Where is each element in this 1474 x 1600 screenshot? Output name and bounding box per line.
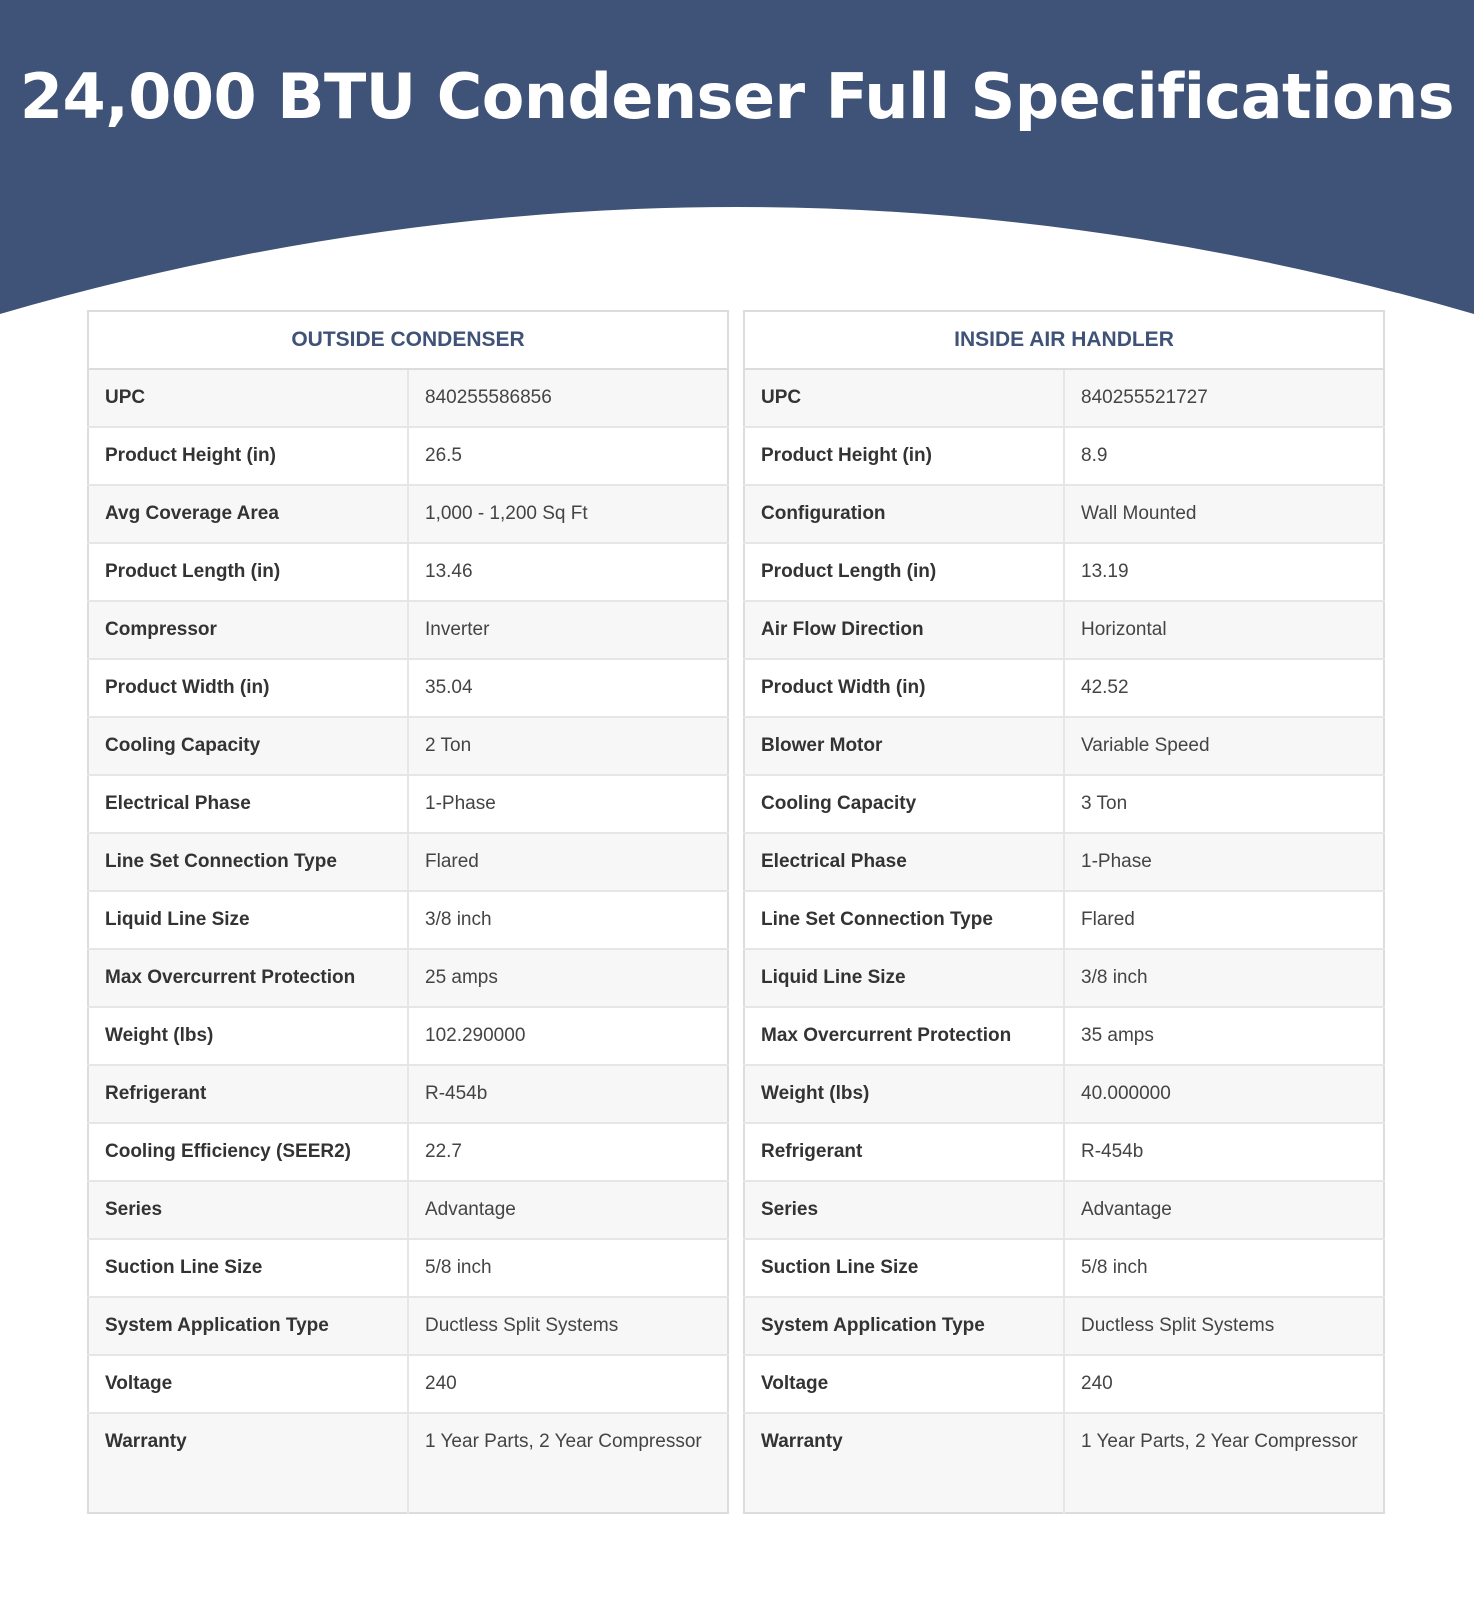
table-row (88, 775, 728, 833)
spec-value: 22.7 (408, 1123, 728, 1181)
table-row (88, 1355, 728, 1413)
spec-label: Line Set Connection Type (88, 833, 408, 891)
table-row (88, 1123, 728, 1181)
spec-value: 5/8 inch (408, 1239, 728, 1297)
table-row (744, 485, 1384, 543)
outside-condenser-rows (88, 369, 728, 1513)
spec-value: R-454b (408, 1065, 728, 1123)
spec-label: Air Flow Direction (744, 601, 1064, 659)
table-row (744, 891, 1384, 949)
spec-value: 3 Ton (1064, 775, 1384, 833)
spec-value: 1 Year Parts, 2 Year Compressor (408, 1413, 728, 1513)
spec-value: 840255521727 (1064, 369, 1384, 427)
spec-label: Voltage (744, 1355, 1064, 1413)
table-row (744, 775, 1384, 833)
spec-value: Wall Mounted (1064, 485, 1384, 543)
spec-label: UPC (88, 369, 408, 427)
spec-label: Compressor (88, 601, 408, 659)
spec-value: 1-Phase (1064, 833, 1384, 891)
spec-value: 840255586856 (408, 369, 728, 427)
spec-value: Inverter (408, 601, 728, 659)
table-row (88, 659, 728, 717)
spec-label: Product Height (in) (88, 427, 408, 485)
table-row (88, 601, 728, 659)
spec-value: 25 amps (408, 949, 728, 1007)
spec-label: Cooling Efficiency (SEER2) (88, 1123, 408, 1181)
inside-air-handler-heading: INSIDE AIR HANDLER (744, 311, 1384, 369)
spec-label: Cooling Capacity (88, 717, 408, 775)
table-row (744, 1239, 1384, 1297)
spec-value: 8.9 (1064, 427, 1384, 485)
inside-air-handler-rows (744, 369, 1384, 1513)
table-row (744, 1181, 1384, 1239)
spec-value: 5/8 inch (1064, 1239, 1384, 1297)
table-row (88, 1239, 728, 1297)
spec-value: 1-Phase (408, 775, 728, 833)
spec-label: Series (88, 1181, 408, 1239)
spec-value: 35 amps (1064, 1007, 1384, 1065)
spec-label: Weight (lbs) (88, 1007, 408, 1065)
spec-value: 3/8 inch (1064, 949, 1384, 1007)
table-row (744, 717, 1384, 775)
table-row (88, 1413, 728, 1513)
spec-label: Product Height (in) (744, 427, 1064, 485)
spec-label: Series (744, 1181, 1064, 1239)
spec-label: Liquid Line Size (88, 891, 408, 949)
header-banner (0, 0, 1474, 330)
spec-label: Product Length (in) (744, 543, 1064, 601)
table-row (88, 369, 728, 427)
inside-air-handler-table (743, 310, 1385, 1514)
spec-label: UPC (744, 369, 1064, 427)
spec-label: Max Overcurrent Protection (744, 1007, 1064, 1065)
table-row (744, 1007, 1384, 1065)
table-row (744, 369, 1384, 427)
spec-label: Weight (lbs) (744, 1065, 1064, 1123)
outside-condenser-heading: OUTSIDE CONDENSER (88, 311, 728, 369)
spec-value: Horizontal (1064, 601, 1384, 659)
spec-label: Line Set Connection Type (744, 891, 1064, 949)
table-row (744, 1413, 1384, 1513)
table-row (88, 717, 728, 775)
table-row (744, 949, 1384, 1007)
spec-value: 1,000 - 1,200 Sq Ft (408, 485, 728, 543)
spec-label: Product Width (in) (744, 659, 1064, 717)
spec-label: Warranty (744, 1413, 1064, 1513)
table-row (88, 833, 728, 891)
spec-label: Product Length (in) (88, 543, 408, 601)
spec-label: Refrigerant (744, 1123, 1064, 1181)
table-row (88, 543, 728, 601)
spec-label: Warranty (88, 1413, 408, 1513)
spec-value: Advantage (1064, 1181, 1384, 1239)
spec-value: Flared (1064, 891, 1384, 949)
spec-label: Suction Line Size (744, 1239, 1064, 1297)
spec-value: Ductless Split Systems (408, 1297, 728, 1355)
spec-label: Product Width (in) (88, 659, 408, 717)
table-row (88, 485, 728, 543)
page-title: 24,000 BTU Condenser Full Specifications (19, 60, 1455, 133)
spec-value: 102.290000 (408, 1007, 728, 1065)
spec-label: Cooling Capacity (744, 775, 1064, 833)
spec-label: Blower Motor (744, 717, 1064, 775)
spec-label: Suction Line Size (88, 1239, 408, 1297)
table-row (744, 833, 1384, 891)
table-row (88, 1181, 728, 1239)
spec-value: R-454b (1064, 1123, 1384, 1181)
table-row (744, 1123, 1384, 1181)
spec-value: 13.46 (408, 543, 728, 601)
spec-label: Max Overcurrent Protection (88, 949, 408, 1007)
spec-value: 3/8 inch (408, 891, 728, 949)
spec-value: Ductless Split Systems (1064, 1297, 1384, 1355)
banner-wave (0, 0, 1474, 314)
spec-value: Flared (408, 833, 728, 891)
spec-value: 240 (408, 1355, 728, 1413)
table-row (744, 601, 1384, 659)
table-row (744, 1065, 1384, 1123)
table-row (744, 427, 1384, 485)
spec-label: Liquid Line Size (744, 949, 1064, 1007)
spec-value: 240 (1064, 1355, 1384, 1413)
table-row (88, 1007, 728, 1065)
spec-value: 1 Year Parts, 2 Year Compressor (1064, 1413, 1384, 1513)
table-row (744, 1355, 1384, 1413)
table-row (88, 1065, 728, 1123)
spec-label: Electrical Phase (88, 775, 408, 833)
spec-value: Advantage (408, 1181, 728, 1239)
table-row (88, 1297, 728, 1355)
spec-label: Electrical Phase (744, 833, 1064, 891)
table-row (88, 949, 728, 1007)
spec-value: 40.000000 (1064, 1065, 1384, 1123)
spec-label: System Application Type (88, 1297, 408, 1355)
spec-label: Refrigerant (88, 1065, 408, 1123)
spec-value: 13.19 (1064, 543, 1384, 601)
spec-label: Configuration (744, 485, 1064, 543)
spec-value: 35.04 (408, 659, 728, 717)
table-row (744, 659, 1384, 717)
outside-condenser-table (87, 310, 729, 1514)
table-row (88, 427, 728, 485)
spec-value: 2 Ton (408, 717, 728, 775)
spec-label: System Application Type (744, 1297, 1064, 1355)
spec-value: Variable Speed (1064, 717, 1384, 775)
spec-label: Voltage (88, 1355, 408, 1413)
spec-value: 42.52 (1064, 659, 1384, 717)
table-row (88, 891, 728, 949)
spec-label: Avg Coverage Area (88, 485, 408, 543)
spec-value: 26.5 (408, 427, 728, 485)
table-row (744, 543, 1384, 601)
table-row (744, 1297, 1384, 1355)
